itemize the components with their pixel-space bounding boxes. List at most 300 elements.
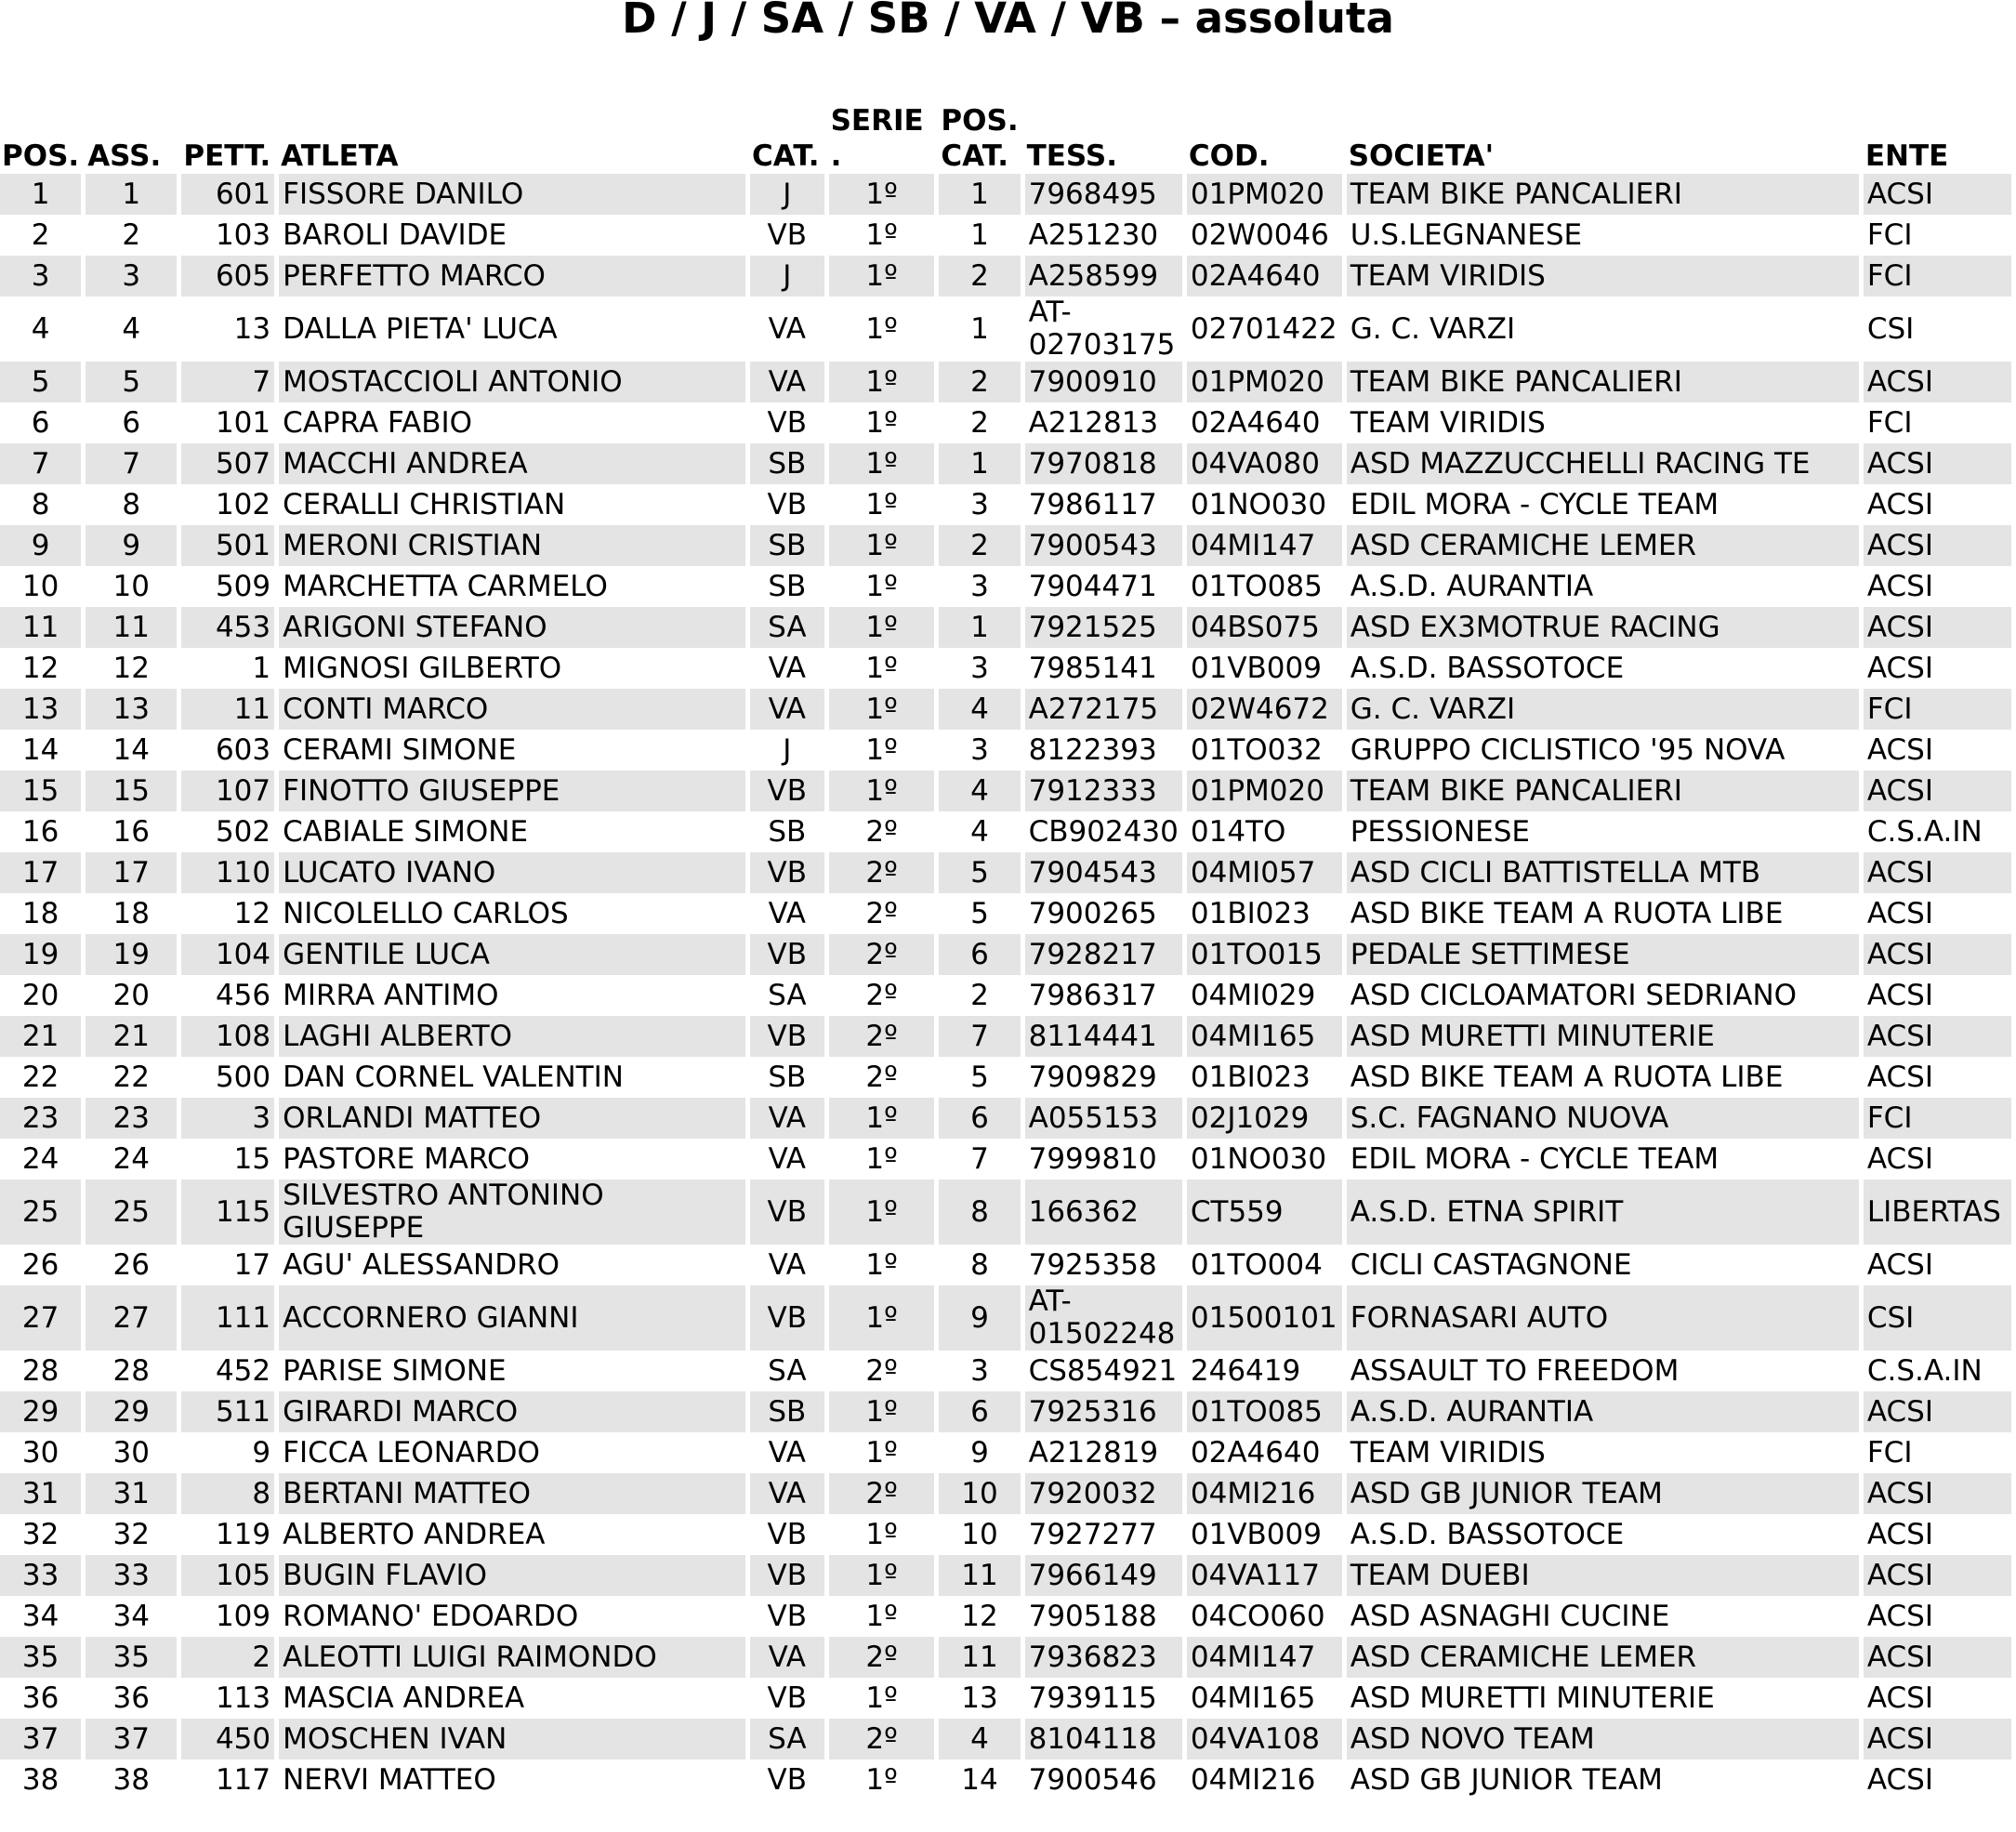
cell-ente: FCI [1864,256,2011,297]
table-row [0,648,2011,689]
table-row [0,1514,2011,1555]
cell-tess: CB902430 [1028,815,1179,849]
cell-ass: 6 [122,406,141,440]
cell-pos: 21 [0,1016,81,1057]
cell-ente: ACSI [1866,1248,1933,1282]
cell-cat: VB [767,488,808,521]
cell-pos-cat: 6 [939,1391,1020,1432]
cell-pos: 6 [31,406,50,440]
cell-pos-cat: 5 [939,852,1020,893]
cell-ass: 10 [112,570,150,603]
cell-pos-cat: 4 [939,771,1020,811]
cell-serie: 1º [865,1763,898,1797]
table-row [0,607,2011,648]
cell-tess: 7925316 [1025,1391,1182,1432]
cell-pett: 605 [181,256,274,297]
table-row [0,1180,2011,1245]
cell-serie: 1º [865,570,898,603]
cell-serie: 2º [829,1719,935,1760]
table-row [0,484,2011,525]
cell-atleta: ROMANO' EDOARDO [283,1600,579,1633]
cell-pett: 7 [181,362,274,402]
table-row [0,566,2011,607]
cell-cod: 04CO060 [1190,1600,1325,1633]
cell-ente: ACSI [1864,1555,2011,1596]
cell-pos: 3 [0,256,81,297]
cell-societa: TEAM VIRIDIS [1350,1436,1546,1470]
cell-pos-cat: 6 [939,1098,1020,1139]
cell-atleta: CONTI MARCO [279,689,745,730]
cell-atleta: AGU' ALESSANDRO [283,1248,560,1282]
cell-atleta: SILVESTRO ANTONINO GIUSEPPE [279,1180,745,1245]
cell-societa: EDIL MORA - CYCLE TEAM [1350,1142,1720,1176]
cell-cat: VA [750,689,824,730]
cell-ass: 4 [122,311,141,346]
cell-pos-cat: 7 [970,1142,989,1176]
header-cod: COD. [1188,139,1270,173]
cell-ass: 12 [112,652,150,685]
cell-ente: ACSI [1864,1719,2011,1760]
page-title: D / J / SA / SB / VA / VB – assoluta [622,0,1394,43]
cell-tess: A212813 [1028,406,1159,440]
cell-societa: ASD GB JUNIOR TEAM [1350,1763,1663,1797]
cell-societa: A.S.D. BASSOTOCE [1350,1518,1625,1551]
cell-pos-cat: 2 [939,362,1020,402]
cell-tess: 7927277 [1028,1518,1157,1551]
cell-serie: 1º [865,1518,898,1551]
cell-pos: 11 [0,607,81,648]
cell-tess: A212819 [1028,1436,1159,1470]
cell-cod: 04MI216 [1190,1763,1316,1797]
header-societa: SOCIETA' [1348,139,1495,173]
cell-pos: 29 [0,1391,81,1432]
cell-pett: 450 [181,1719,274,1760]
header-pos: POS. [2,139,80,173]
cell-serie: 2º [865,815,898,849]
cell-tess: 8104118 [1025,1719,1182,1760]
cell-pos-cat: 12 [961,1600,998,1633]
cell-pos: 28 [21,1354,59,1388]
table-header-row [0,96,2011,174]
cell-tess: 7905188 [1028,1600,1157,1633]
cell-pos: 22 [21,1061,59,1094]
results-table [0,96,2016,1800]
cell-cat: VB [750,771,824,811]
cell-cat: SB [768,570,807,603]
cell-atleta: BUGIN FLAVIO [279,1555,745,1596]
cell-ente: ACSI [1864,771,2011,811]
cell-ass: 5 [86,362,177,402]
table-row [0,174,2011,215]
cell-cod: 04MI165 [1190,1681,1316,1715]
cell-atleta: ORLANDI MATTEO [279,1098,745,1139]
cell-atleta: NICOLELLO CARLOS [283,897,569,930]
header-serie: SERIE . [830,104,924,173]
cell-ente: ACSI [1866,733,1933,767]
cell-ente: ACSI [1866,1600,1933,1633]
header-ente: ENTE [1864,139,1949,173]
cell-serie: 2º [865,1061,898,1094]
cell-pos: 34 [21,1600,59,1633]
cell-serie: 1º [829,771,935,811]
cell-cod: 01PM020 [1187,174,1342,215]
cell-cat: VA [768,652,807,685]
header-ass: ASS. [87,139,162,173]
cell-tess: 7904471 [1028,570,1157,603]
cell-tess: 7999810 [1028,1142,1157,1176]
cell-ass: 11 [86,607,177,648]
cell-cod: 02W0046 [1190,218,1329,252]
cell-ente: ACSI [1866,1681,1933,1715]
cell-pos: 18 [21,897,59,930]
cell-tess: 7939115 [1028,1681,1157,1715]
cell-ente: FCI [1864,689,2011,730]
cell-cat: VB [750,1555,824,1596]
cell-pos-cat: 3 [970,652,989,685]
cell-ente: FCI [1866,1436,1913,1470]
table-row [0,1057,2011,1098]
cell-pos-cat: 2 [970,979,989,1012]
cell-cod: 246419 [1190,1354,1301,1388]
cell-ente: LIBERTAS [1864,1180,2011,1245]
cell-serie: 1º [865,406,898,440]
cell-tess: 166362 [1025,1180,1182,1245]
table-row [0,1637,2011,1678]
cell-serie: 1º [865,1681,898,1715]
cell-pos-cat: 7 [939,1016,1020,1057]
cell-pett: 2 [181,1637,274,1678]
cell-pos: 20 [21,979,59,1012]
cell-serie: 1º [865,733,898,767]
cell-tess: 7968495 [1025,174,1182,215]
cell-cod: 04MI029 [1190,979,1316,1012]
table-row [0,852,2011,893]
table-row [0,1391,2011,1432]
cell-atleta: GIRARDI MARCO [279,1391,745,1432]
header-pos-cat: POS. CAT. [941,104,1019,173]
cell-pett: 511 [181,1391,274,1432]
cell-pos: 7 [0,443,81,484]
cell-ente: ACSI [1864,934,2011,975]
cell-ass: 13 [86,689,177,730]
cell-pos-cat: 1 [939,443,1020,484]
cell-atleta: MACCHI ANDREA [279,443,745,484]
cell-serie: 1º [829,362,935,402]
cell-cat: VB [750,1180,824,1245]
cell-tess: 7970818 [1025,443,1182,484]
cell-cod: 04MI147 [1187,1637,1342,1678]
cell-pos: 31 [0,1473,81,1514]
cell-cat: SA [768,1354,807,1388]
cell-cod: 02J1029 [1187,1098,1342,1139]
cell-tess: 7900265 [1028,897,1157,930]
cell-societa: A.S.D. AURANTIA [1347,1391,1859,1432]
cell-atleta: BERTANI MATTEO [279,1473,745,1514]
cell-serie: 1º [865,1248,898,1282]
cell-atleta: LUCATO IVANO [279,852,745,893]
table-row [0,934,2011,975]
cell-cat: VB [767,1763,808,1797]
cell-pett: 3 [181,1098,274,1139]
cell-pos: 26 [21,1248,59,1282]
cell-pett: 507 [181,443,274,484]
cell-societa: A.S.D. BASSOTOCE [1350,652,1625,685]
cell-pos-cat: 9 [939,1285,1020,1351]
table-row [0,771,2011,811]
cell-ente: FCI [1864,1098,2011,1139]
cell-ass: 20 [112,979,150,1012]
cell-atleta: PERFETTO MARCO [279,256,745,297]
cell-atleta: NERVI MATTEO [283,1763,496,1797]
cell-pett: 452 [215,1354,271,1388]
cell-atleta: ALBERTO ANDREA [283,1518,546,1551]
cell-cat: VA [768,311,807,346]
cell-serie: 1º [829,1180,935,1245]
cell-atleta: CERALLI CHRISTIAN [283,488,566,521]
cell-pett: 453 [181,607,274,648]
cell-pett: 502 [215,815,271,849]
cell-serie: 2º [865,897,898,930]
cell-cat: VA [750,1098,824,1139]
cell-ente: C.S.A.IN [1866,1354,1983,1388]
cell-ass: 27 [86,1285,177,1351]
cell-pos-cat: 14 [961,1763,998,1797]
cell-cod: 02A4640 [1190,406,1321,440]
cell-ass: 25 [86,1180,177,1245]
cell-cod: 02W4672 [1187,689,1342,730]
cell-ente: ACSI [1866,1061,1933,1094]
cell-pos: 25 [0,1180,81,1245]
header-pett: PETT. [183,139,271,173]
table-row [0,811,2011,852]
cell-serie: 1º [865,311,898,346]
cell-pett: 1 [252,652,271,685]
cell-ente: ACSI [1866,979,1933,1012]
cell-ente: ACSI [1864,525,2011,566]
cell-serie: 1º [865,1600,898,1633]
cell-pett: 8 [181,1473,274,1514]
cell-ass: 7 [86,443,177,484]
cell-societa: TEAM BIKE PANCALIERI [1347,771,1859,811]
cell-societa: S.C. FAGNANO NUOVA [1347,1098,1859,1139]
table-row [0,297,2011,362]
cell-ente: ACSI [1866,652,1933,685]
cell-serie: 1º [829,174,935,215]
cell-cat: VA [750,1637,824,1678]
cell-pos: 37 [0,1719,81,1760]
cell-pos: 35 [0,1637,81,1678]
table-row [0,525,2011,566]
cell-ente: FCI [1866,218,1913,252]
cell-societa: ASD ASNAGHI CUCINE [1350,1600,1670,1633]
cell-pett: 456 [215,979,271,1012]
cell-ente: CSI [1864,1285,2011,1351]
cell-tess: A272175 [1025,689,1182,730]
cell-serie: 1º [829,1285,935,1351]
cell-ass: 9 [86,525,177,566]
cell-societa: ASD BIKE TEAM A RUOTA LIBE [1350,897,1784,930]
cell-pos: 14 [21,733,59,767]
cell-pos-cat: 3 [970,488,989,521]
cell-societa: A.S.D. ETNA SPIRIT [1347,1180,1859,1245]
cell-societa: TEAM BIKE PANCALIERI [1347,174,1859,215]
cell-cod: 01TO032 [1190,733,1323,767]
cell-pos-cat: 4 [970,815,989,849]
table-row [0,1432,2011,1473]
cell-ente: ACSI [1866,1142,1933,1176]
cell-atleta: PASTORE MARCO [283,1142,531,1176]
cell-ente: ACSI [1864,443,2011,484]
header-tess: TESS. [1026,139,1117,173]
cell-cat: VA [768,1436,807,1470]
cell-pos-cat: 10 [939,1473,1020,1514]
cell-pos-cat: 2 [939,525,1020,566]
cell-pos-cat: 6 [939,934,1020,975]
cell-societa: ASD CERAMICHE LEMER [1347,1637,1859,1678]
cell-pos-cat: 10 [961,1518,998,1551]
cell-pett: 105 [181,1555,274,1596]
cell-cat: VB [767,1518,808,1551]
cell-ass: 21 [86,1016,177,1057]
cell-pos-cat: 8 [939,1180,1020,1245]
cell-tess: 7904543 [1025,852,1182,893]
cell-cod: 01NO030 [1190,488,1327,521]
cell-pos: 27 [0,1285,81,1351]
cell-pos-cat: 5 [970,897,989,930]
cell-cat: SA [768,979,807,1012]
cell-pett: 9 [252,1436,271,1470]
cell-cat: VB [750,852,824,893]
cell-ente: ACSI [1866,1763,1933,1797]
table-row [0,362,2011,402]
table-row [0,1245,2011,1285]
cell-pos: 38 [21,1763,59,1797]
cell-cat: VB [767,406,808,440]
table-row [0,215,2011,256]
cell-ass: 33 [86,1555,177,1596]
cell-ente: ACSI [1866,488,1933,521]
cell-serie: 1º [829,689,935,730]
cell-cat: VA [768,897,807,930]
cell-pos: 17 [0,852,81,893]
table-row [0,975,2011,1016]
cell-ente: ACSI [1864,607,2011,648]
cell-pos-cat: 5 [970,1061,989,1094]
cell-pett: 103 [215,218,271,252]
cell-cod: 04MI057 [1187,852,1342,893]
cell-tess: 8114441 [1025,1016,1182,1057]
cell-pett: 113 [215,1681,271,1715]
cell-atleta: MERONI CRISTIAN [279,525,745,566]
cell-atleta: ACCORNERO GIANNI [279,1285,745,1351]
cell-pett: 109 [215,1600,271,1633]
cell-serie: 1º [829,525,935,566]
cell-serie: 1º [865,1142,898,1176]
cell-cat: SB [750,443,824,484]
cell-pett: 107 [181,771,274,811]
cell-atleta: FISSORE DANILO [279,174,745,215]
table-row [0,1098,2011,1139]
cell-tess: 7985141 [1028,652,1157,685]
cell-societa: EDIL MORA - CYCLE TEAM [1350,488,1720,521]
cell-atleta: MIGNOSI GILBERTO [283,652,562,685]
cell-pett: 15 [233,1142,271,1176]
cell-ente: CSI [1866,311,1915,346]
table-row [0,1139,2011,1180]
cell-pos-cat: 1 [939,607,1020,648]
cell-atleta: ARIGONI STEFANO [279,607,745,648]
cell-cod: 014TO [1190,815,1286,849]
cell-ente: ACSI [1864,362,2011,402]
cell-cod: 01PM020 [1187,362,1342,402]
cell-serie: 1º [829,443,935,484]
cell-ente: C.S.A.IN [1866,815,1983,849]
cell-tess: 7909829 [1028,1061,1157,1094]
cell-cod: 02A4640 [1190,1436,1321,1470]
cell-societa: ASD CERAMICHE LEMER [1347,525,1859,566]
cell-ente: ACSI [1864,1473,2011,1514]
cell-pos: 9 [0,525,81,566]
table-row [0,1760,2011,1800]
table-row [0,256,2011,297]
cell-serie: 1º [865,652,898,685]
cell-pett: 110 [181,852,274,893]
cell-societa: ASD EX3MOTRUE RACING [1347,607,1859,648]
cell-serie: 1º [865,488,898,521]
cell-ass: 14 [112,733,150,767]
cell-cat: VA [750,362,824,402]
cell-serie: 2º [829,1637,935,1678]
cell-atleta: FICCA LEONARDO [283,1436,540,1470]
cell-serie: 1º [829,1391,935,1432]
cell-pos-cat: 9 [970,1436,989,1470]
table-row [0,1473,2011,1514]
cell-tess: 8122393 [1028,733,1157,767]
cell-serie: 2º [829,1016,935,1057]
cell-pos: 4 [31,311,50,346]
cell-tess: 7920032 [1025,1473,1182,1514]
header-atleta: ATLETA [281,139,399,173]
cell-atleta: CAPRA FABIO [283,406,473,440]
cell-pett: 501 [181,525,274,566]
cell-cod: 01VB009 [1190,652,1322,685]
cell-cod: 01VB009 [1190,1518,1322,1551]
cell-tess: 7900546 [1028,1763,1157,1797]
cell-tess: AT- 01502248 [1025,1285,1182,1351]
cell-serie: 1º [829,256,935,297]
table-row [0,893,2011,934]
cell-pett: 13 [233,311,271,346]
cell-pett: 11 [181,689,274,730]
header-cat: CAT. [751,139,820,173]
cell-cod: 01BI023 [1190,897,1311,930]
cell-pett: 509 [215,570,271,603]
cell-pos: 13 [0,689,81,730]
cell-societa: ASSAULT TO FREEDOM [1350,1354,1680,1388]
cell-cod: CT559 [1187,1180,1342,1245]
cell-ente: ACSI [1866,570,1933,603]
cell-tess: A055153 [1025,1098,1182,1139]
cell-ass: 24 [112,1142,150,1176]
cell-cod: 04VA108 [1187,1719,1342,1760]
cell-cat: VA [750,1473,824,1514]
cell-ente: FCI [1866,406,1913,440]
cell-cod: 01TO015 [1187,934,1342,975]
cell-cat: SA [750,607,824,648]
cell-cat: SB [768,1061,807,1094]
cell-cod: 01BI023 [1190,1061,1311,1094]
cell-societa: ASD CICLI BATTISTELLA MTB [1347,852,1859,893]
